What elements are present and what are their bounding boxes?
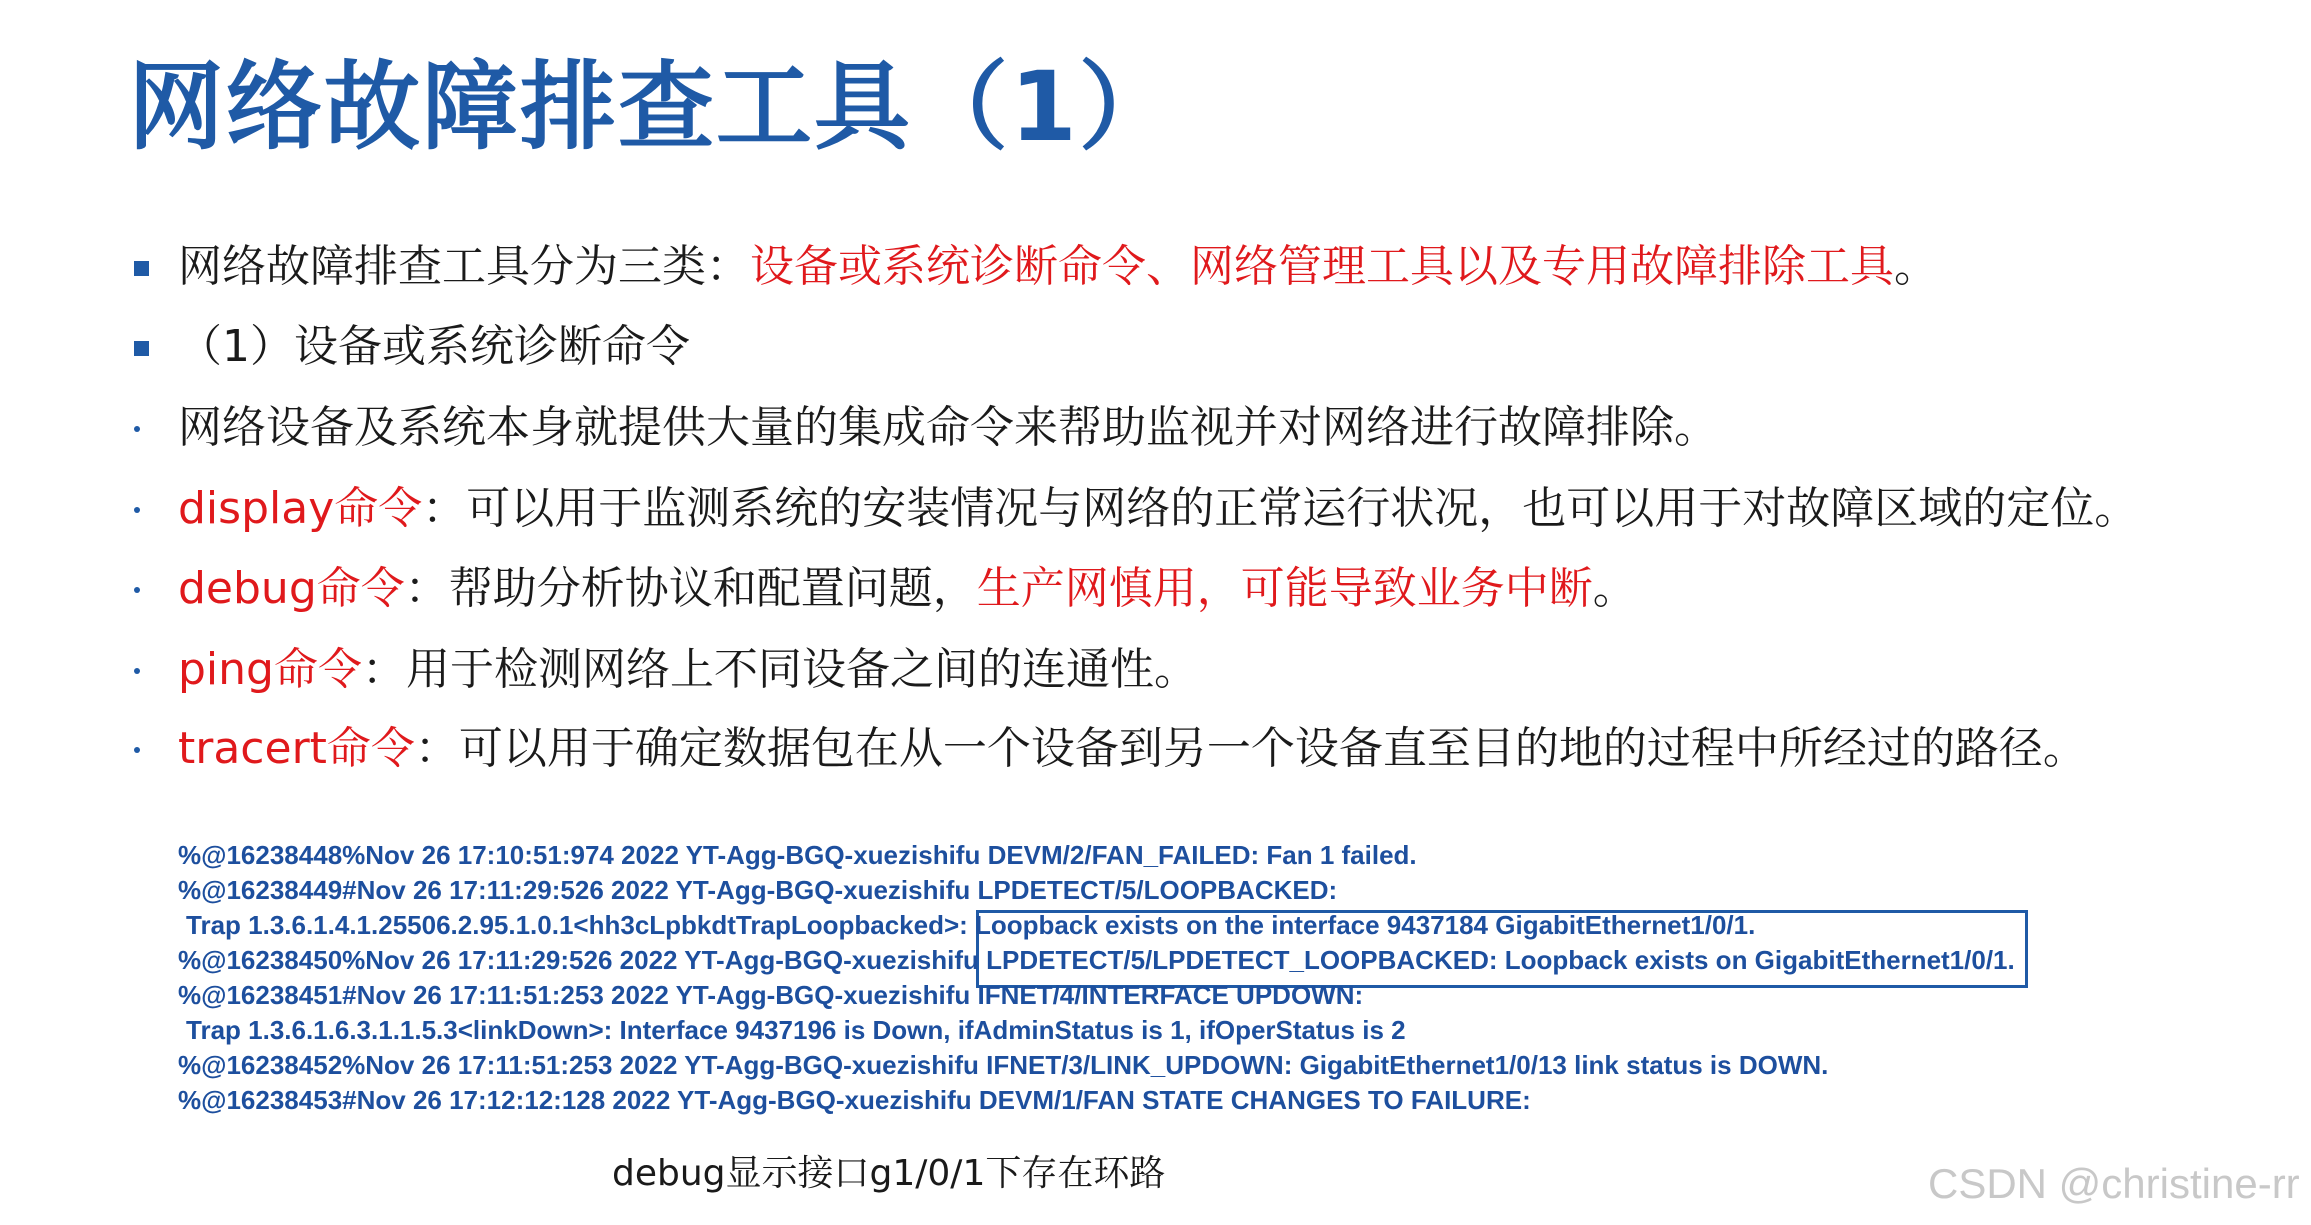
- highlighted-text: 设备或系统诊断命令、网络管理工具以及专用故障排除工具: [750, 241, 1894, 292]
- bullet-item: [0, 557, 2311, 621]
- dot-bullet-icon: [134, 747, 140, 753]
- bullet-text: [178, 315, 690, 379]
- bullet-text: [178, 717, 2087, 781]
- body-text: 。: [1592, 563, 1637, 614]
- log-line: %@16238448%Nov 26 17:10:51:974 2022 YT-Agg-BGQ-xuezishifu DEVM/2/FAN_FAILED: Fan 1 failed.: [178, 840, 1417, 870]
- watermark: CSDN @christine-rr: [1928, 1160, 2300, 1207]
- log-line: %@16238452%Nov 26 17:11:51:253 2022 YT-Agg-BGQ-xuezishifu IFNET/3/LINK_UPDOWN: GigabitEthernet1/0/13 link status is DOWN.: [178, 1050, 1829, 1080]
- square-bullet-icon: [134, 261, 149, 276]
- slide-title: 网络故障排查工具（1）: [128, 51, 1177, 163]
- body-text: ：用于检测网络上不同设备之间的连通性。: [361, 644, 1198, 695]
- bullet-text: [178, 638, 1198, 702]
- bullet-item: [0, 638, 2311, 702]
- body-text: （1）设备或系统诊断命令: [178, 321, 690, 372]
- highlighted-text: ping命令: [178, 644, 362, 695]
- highlighted-text: display命令: [178, 483, 423, 534]
- log-line: Trap 1.3.6.1.6.3.1.1.5.3<linkDown>: Interface 9437196 is Down, ifAdminStatus is 1, ifOperStatus is 2: [186, 1015, 1406, 1045]
- bullet-text: [178, 557, 1637, 621]
- bullet-text: [178, 235, 1938, 299]
- dot-bullet-icon: [134, 668, 140, 674]
- highlighted-text: debug命令: [178, 563, 405, 614]
- log-line: %@16238450%Nov 26 17:11:29:526 2022 YT-Agg-BGQ-xuezishifu LPDETECT/5/LPDETECT_LOOPBACKED: Loopback exists on GigabitEthernet1/0/1.: [178, 945, 2015, 975]
- bullet-text: [178, 396, 1718, 460]
- bullet-item: [0, 315, 2311, 379]
- body-text: ：可以用于监测系统的安装情况与网络的正常运行状况，也可以用于对故障区域的定位。: [422, 483, 2139, 534]
- bullet-item: [0, 717, 2311, 781]
- body-text: ：可以用于确定数据包在从一个设备到另一个设备直至目的地的过程中所经过的路径。: [414, 723, 2087, 774]
- log-line: %@16238449#Nov 26 17:11:29:526 2022 YT-Agg-BGQ-xuezishifu LPDETECT/5/LOOPBACKED:: [178, 875, 1338, 905]
- log-line: Trap 1.3.6.1.4.1.25506.2.95.1.0.1<hh3cLpbkdtTrapLoopbacked>: Loopback exists on the interface 9437184 GigabitEthernet1/0/1.: [186, 910, 1756, 940]
- figure-caption: debug显示接口g1/0/1下存在环路: [612, 1153, 1166, 1194]
- bullet-item: [0, 396, 2311, 460]
- highlighted-text: tracert命令: [178, 723, 415, 774]
- bullet-item: [0, 477, 2311, 541]
- bullet-text: [178, 477, 2138, 541]
- body-text: 。: [1894, 241, 1938, 292]
- body-text: 网络故障排查工具分为三类：: [178, 241, 750, 292]
- highlighted-text: 生产网慎用，可能导致业务中断: [976, 563, 1593, 614]
- body-text: 网络设备及系统本身就提供大量的集成命令来帮助监视并对网络进行故障排除。: [178, 402, 1718, 453]
- dot-bullet-icon: [134, 507, 140, 513]
- log-line: %@16238451#Nov 26 17:11:51:253 2022 YT-Agg-BGQ-xuezishifu IFNET/4/INTERFACE UPDOWN:: [178, 980, 1364, 1010]
- square-bullet-icon: [134, 341, 149, 356]
- body-text: ：帮助分析协议和配置问题，: [404, 563, 977, 614]
- bullet-item: [0, 235, 2311, 299]
- log-line: %@16238453#Nov 26 17:12:12:128 2022 YT-Agg-BGQ-xuezishifu DEVM/1/FAN STATE CHANGES TO FAILURE:: [178, 1085, 1531, 1115]
- dot-bullet-icon: [134, 426, 140, 432]
- dot-bullet-icon: [134, 587, 140, 593]
